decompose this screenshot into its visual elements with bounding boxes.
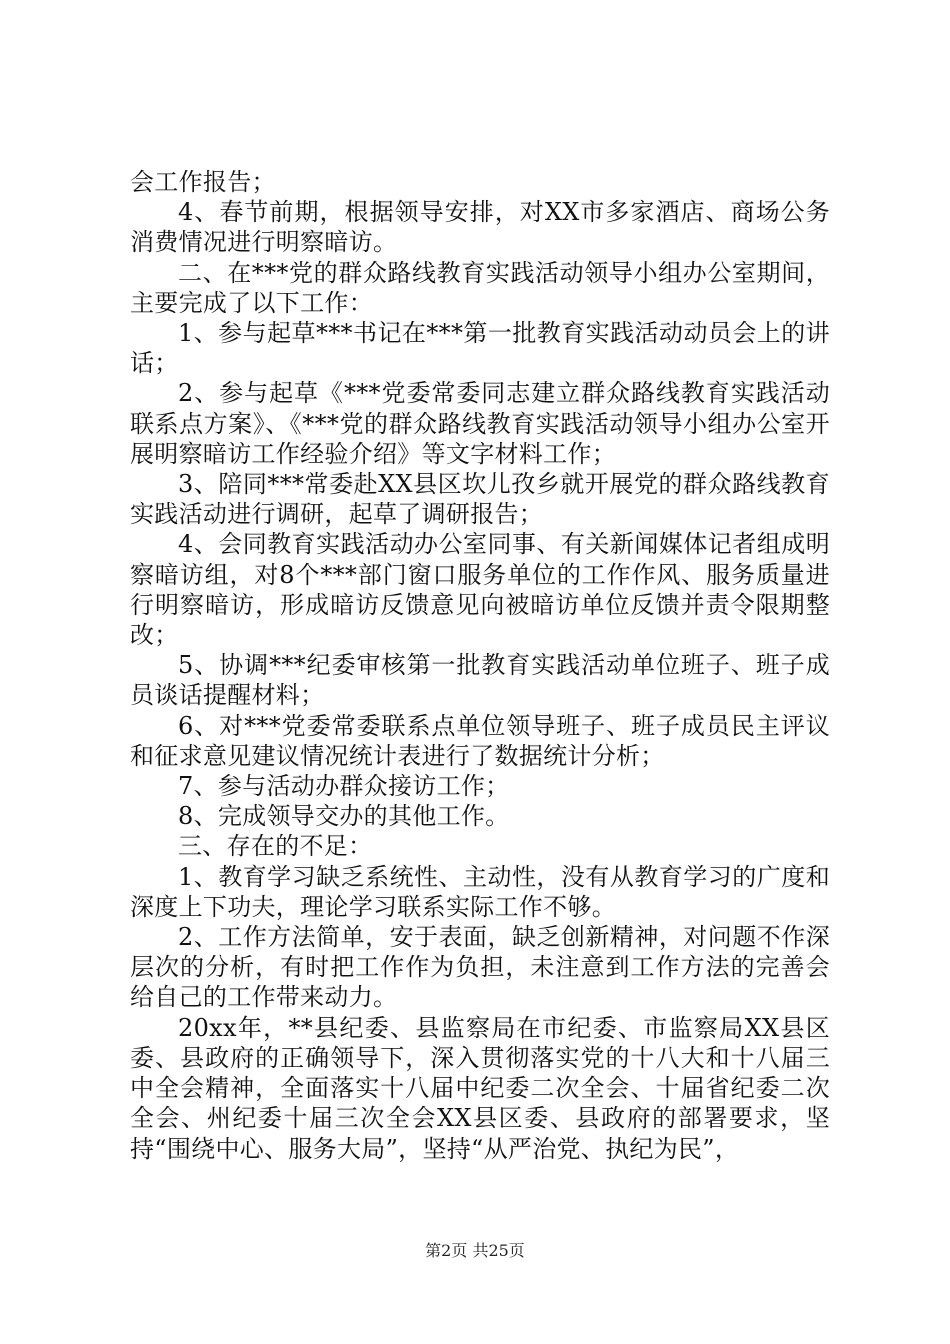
paragraph-item-5: 5、协调***纪委审核第一批教育实践活动单位班子、班子成员谈话提醒材料； (130, 651, 830, 710)
paragraph-shortcoming-1: 1、教育学习缺乏系统性、主动性，没有从教育学习的广度和深度上下功夫，理论学习联系实际工作不够。 (130, 862, 830, 921)
paragraph-item-4: 4、会同教育实践活动办公室同事、有关新闻媒体记者组成明察暗访组，对8个***部门窗口服务单位的工作作风、服务质量进行明察暗访，形成暗访反馈意见向被暗访单位反馈并责令限期整改； (130, 530, 830, 650)
paragraph-item-7: 7、参与活动办群众接访工作； (178, 772, 510, 801)
paragraph-item-3: 3、陪同***常委赴XX县区坎儿孜乡就开展党的群众路线教育实践活动进行调研，起草了调研报告； (130, 470, 830, 529)
section-heading-three: 三、存在的不足： (178, 832, 373, 861)
paragraph-shortcoming-2: 2、工作方法简单，安于表面，缺乏创新精神，对问题不作深层次的分析，有时把工作作为负担，未注意到工作方法的完善会给自己的工作带来动力。 (130, 923, 830, 1012)
page-number-label: 第2页 共25页 (425, 1241, 525, 1260)
paragraph-item-1: 1、参与起草***书记在***第一批教育实践活动动员会上的讲话； (130, 319, 830, 378)
page-footer (0, 1241, 950, 1261)
paragraph-item-2: 2、参与起草《***党委常委同志建立群众路线教育实践活动联系点方案》、《***党的群众路线教育实践活动领导小组办公室开展明察暗访工作经验介绍》等文字材料工作； (130, 379, 830, 468)
paragraph-item-4-spring-festival: 4、春节前期，根据领导安排，对XX市多家酒店、商场公务消费情况进行明察暗访。 (130, 198, 830, 257)
paragraph-item-6: 6、对***党委常委联系点单位领导班子、班子成员民主评议和征求意见建议情况统计表进行了数据统计分析； (130, 711, 830, 770)
paragraph-item-8: 8、完成领导交办的其他工作。 (178, 802, 510, 831)
section-heading-two: 二、在***党的群众路线教育实践活动领导小组办公室期间，主要完成了以下工作： (130, 258, 830, 317)
document-body (130, 167, 830, 1164)
paragraph-year-summary: 20xx年，**县纪委、县监察局在市纪委、市监察局XX县区委、县政府的正确领导下，深入贯彻落实党的十八大和十八届三中全会精神，全面落实十八届中纪委二次全会、十届省纪委二次全会、州纪委十届三次全会XX县区委、县政府的部署要求，坚持“围绕中心、服务大局”，坚持“从严治党、执纪为民”， (130, 1013, 830, 1163)
paragraph-continuation: 会工作报告； (130, 168, 276, 196)
